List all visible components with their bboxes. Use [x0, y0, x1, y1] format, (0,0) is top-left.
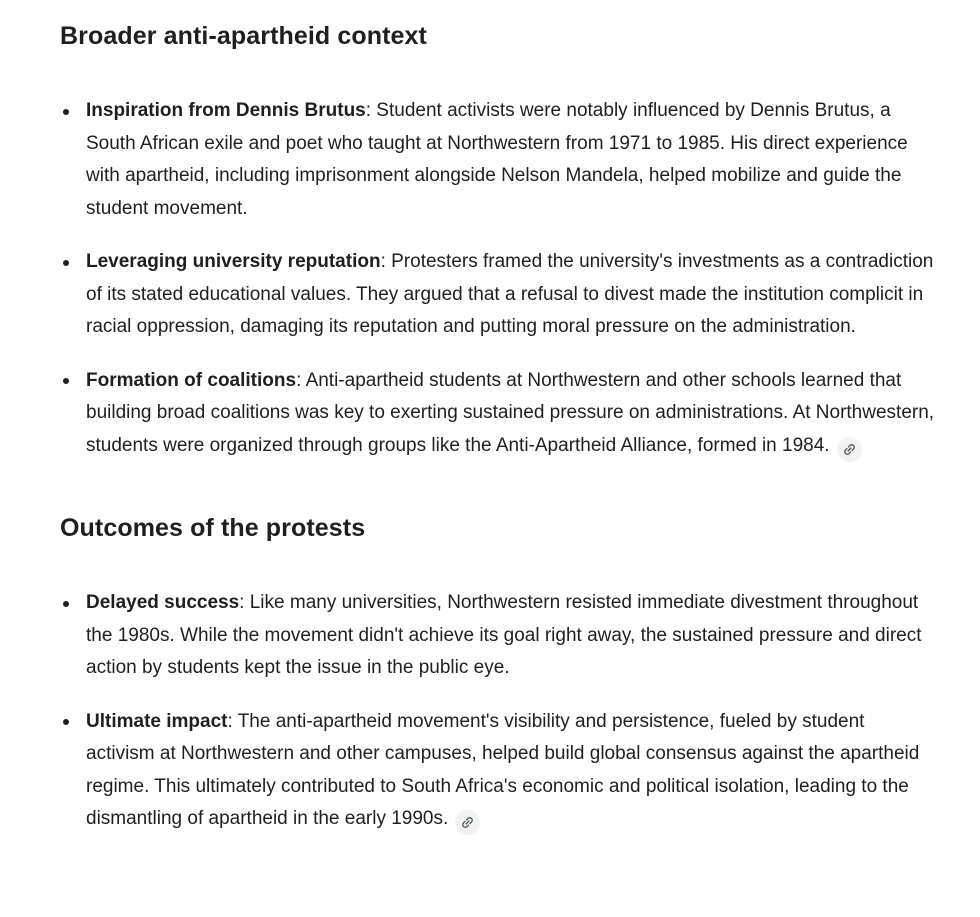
section-outcomes: [60, 512, 936, 836]
section-heading: Broader anti-apartheid context: [60, 22, 427, 50]
link-icon: [457, 812, 478, 833]
item-label: Formation of coalitions: [86, 369, 297, 391]
citation-chip[interactable]: [837, 437, 862, 462]
item-label: Inspiration from Dennis Brutus: [86, 100, 366, 121]
item-text: : The anti-apartheid movement's visibility and persistence, fueled by student activism at Northwestern and other campuses, helped build global consensus against the apartheid regime. This ultimately contributed to South Africa's economic and political isolation, leading to the dismantling of apartheid in the early 1990s.: [86, 710, 920, 829]
list-item: [60, 706, 936, 836]
item-label: Delayed success: [86, 592, 240, 613]
list-item: [60, 365, 936, 463]
section-heading: Outcomes of the protests: [60, 514, 366, 542]
item-text: : Like many universities, Northwestern resisted immediate divestment throughout the 1980s. While the movement didn't achieve its goal right away, the sustained pressure and direct action by students kept the issue in the public eye.: [86, 592, 922, 678]
item-text: : Protesters framed the university's investments as a contradiction of its stated educational values. They argued that a refusal to divest made the institution complicit in racial oppression, damaging its reputation and putting moral pressure on the administration.: [86, 251, 934, 337]
item-text: : Student activists were notably influenced by Dennis Brutus, a South African exile and poet who taught at Northwestern from 1971 to 1985. His direct experience with apartheid, including imprisonment alongside Nelson Mandela, helped mobilize and guide the student movement.: [86, 100, 908, 219]
bullet-marker-icon: [63, 601, 69, 607]
bullet-marker-icon: [63, 109, 69, 115]
item-label: Leveraging university reputation: [86, 251, 381, 272]
list-item: [60, 587, 936, 685]
bullet-marker-icon: [63, 378, 69, 384]
list-item: [60, 246, 936, 344]
bullet-list: [60, 95, 936, 462]
citation-chip[interactable]: [455, 810, 480, 835]
bullet-marker-icon: [63, 260, 69, 266]
section-broader-context: [60, 20, 936, 462]
bullet-marker-icon: [63, 719, 69, 725]
link-icon: [838, 438, 859, 459]
item-text: : Anti-apartheid students at Northwestern and other schools learned that building broad coalitions was key to exerting sustained pressure on administrations. At Northwestern, students were organized through groups like the Anti-Apartheid Alliance, formed in 1984.: [86, 369, 935, 456]
item-label: Ultimate impact: [86, 710, 228, 732]
bullet-list: [60, 587, 936, 836]
list-item: [60, 95, 936, 225]
